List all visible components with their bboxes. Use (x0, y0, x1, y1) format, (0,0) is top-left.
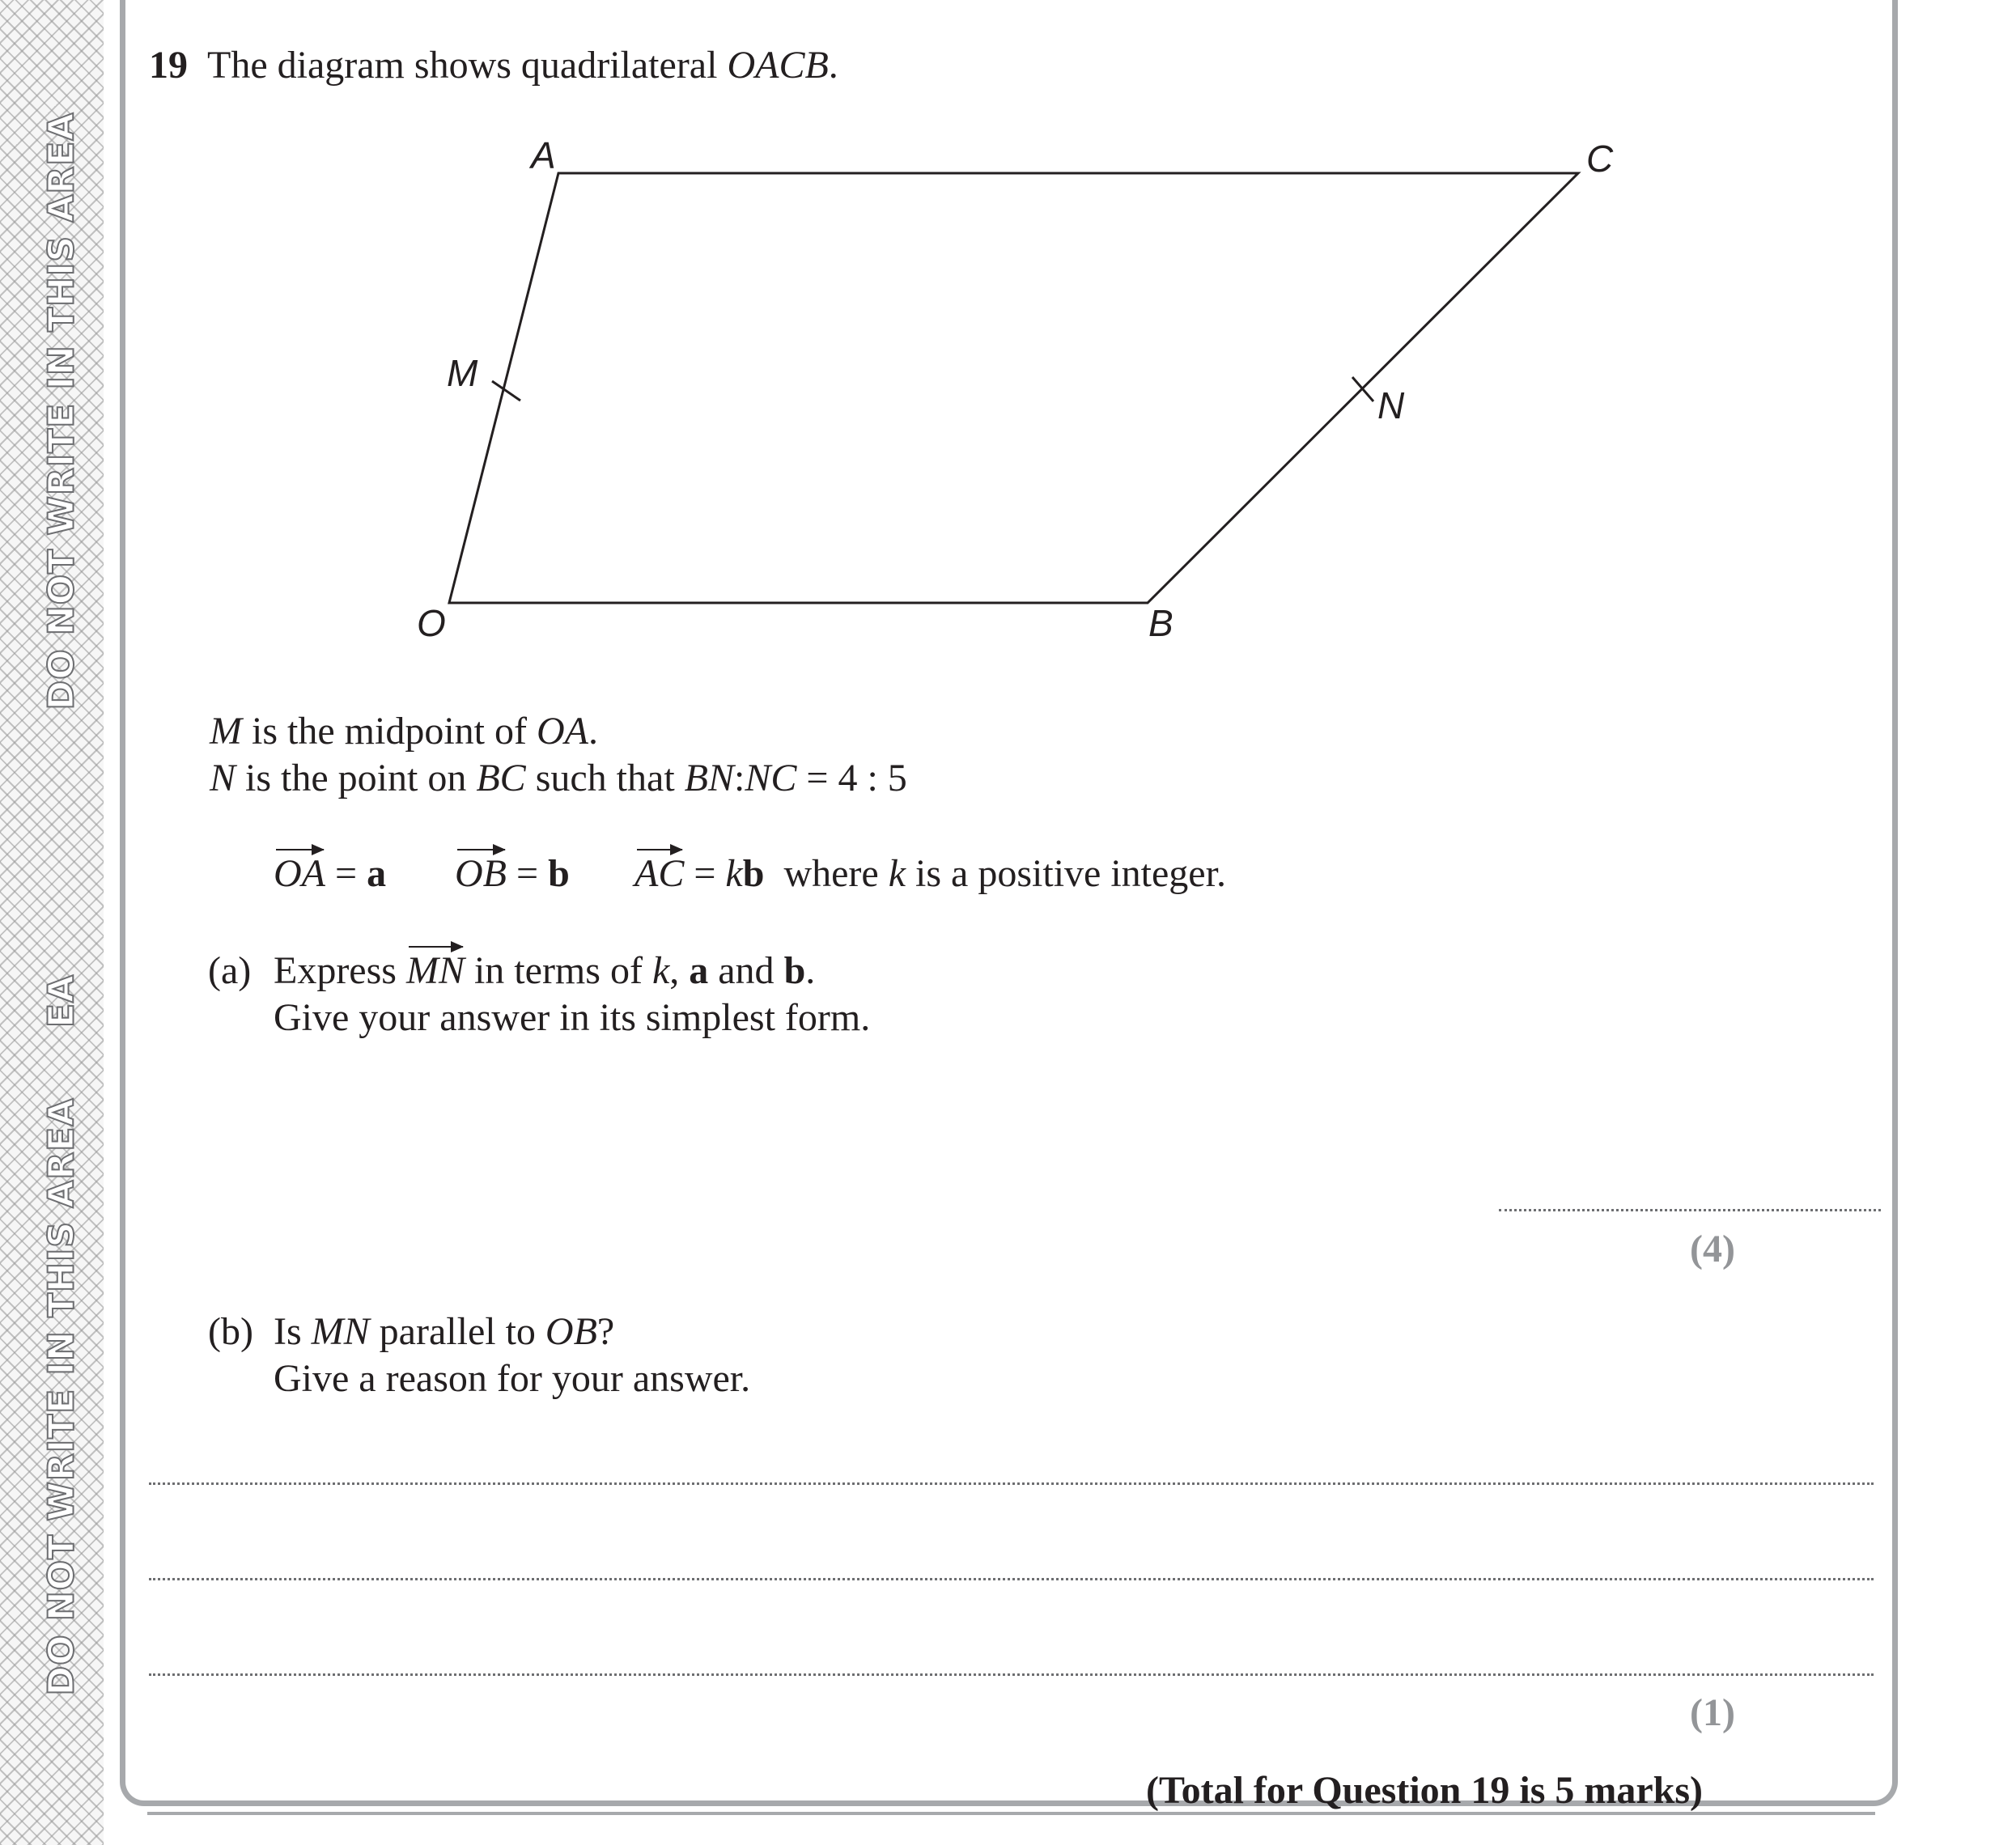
part-b-answer-line-3[interactable] (149, 1673, 1874, 1676)
part-a-prompt: Express MN in terms of k, a and b. (274, 949, 816, 992)
part-b-marks: (1) (1690, 1691, 1735, 1734)
fact-ratio: N is the point on BC such that BN:NC = 4 : 5 (210, 757, 907, 800)
question-intro: The diagram shows quadrilateral (207, 44, 718, 87)
quadrilateral-diagram (0, 0, 2016, 728)
part-b-instruction: Give a reason for your answer. (274, 1357, 751, 1400)
label-b: B (1148, 602, 1174, 644)
part-a-answer-line[interactable] (1499, 1209, 1881, 1211)
part-a-label: (a) (208, 949, 252, 992)
vector-ob: OB = b (455, 852, 570, 895)
margin-label-top: DO NOT WRITE IN THIS AREA (40, 112, 83, 710)
question-number: 19 (149, 44, 188, 87)
part-b-answer-line-2[interactable] (149, 1578, 1874, 1580)
margin-label-middle: EA (40, 973, 83, 1029)
question-total: (Total for Question 19 is 5 marks) (1146, 1769, 1704, 1812)
quadrilateral-name: OACB (727, 44, 829, 87)
midpoint-tick-m (492, 381, 520, 401)
margin-label-bottom: DO NOT WRITE IN THIS AREA (40, 1097, 83, 1696)
quadrilateral-oacb (449, 173, 1578, 603)
label-m: M (447, 352, 478, 394)
label-n: N (1377, 384, 1405, 426)
label-a: A (531, 134, 556, 176)
part-a-marks: (4) (1690, 1228, 1735, 1270)
part-a-instruction: Give your answer in its simplest form. (274, 996, 871, 1039)
total-rule (147, 1812, 1875, 1815)
part-b-label: (b) (208, 1310, 253, 1353)
question-heading: 19 The diagram shows quadrilateral OACB. (149, 44, 838, 87)
vector-oa: OA = a (274, 852, 387, 895)
part-b-answer-line-1[interactable] (149, 1482, 1874, 1485)
label-c: C (1586, 138, 1614, 180)
vector-ac: AC = kb where k is a positive integer. (635, 852, 1226, 895)
fact-midpoint: M is the midpoint of OA. (210, 710, 598, 753)
part-b-prompt: Is MN parallel to OB? (274, 1310, 615, 1353)
label-o: O (417, 602, 446, 644)
